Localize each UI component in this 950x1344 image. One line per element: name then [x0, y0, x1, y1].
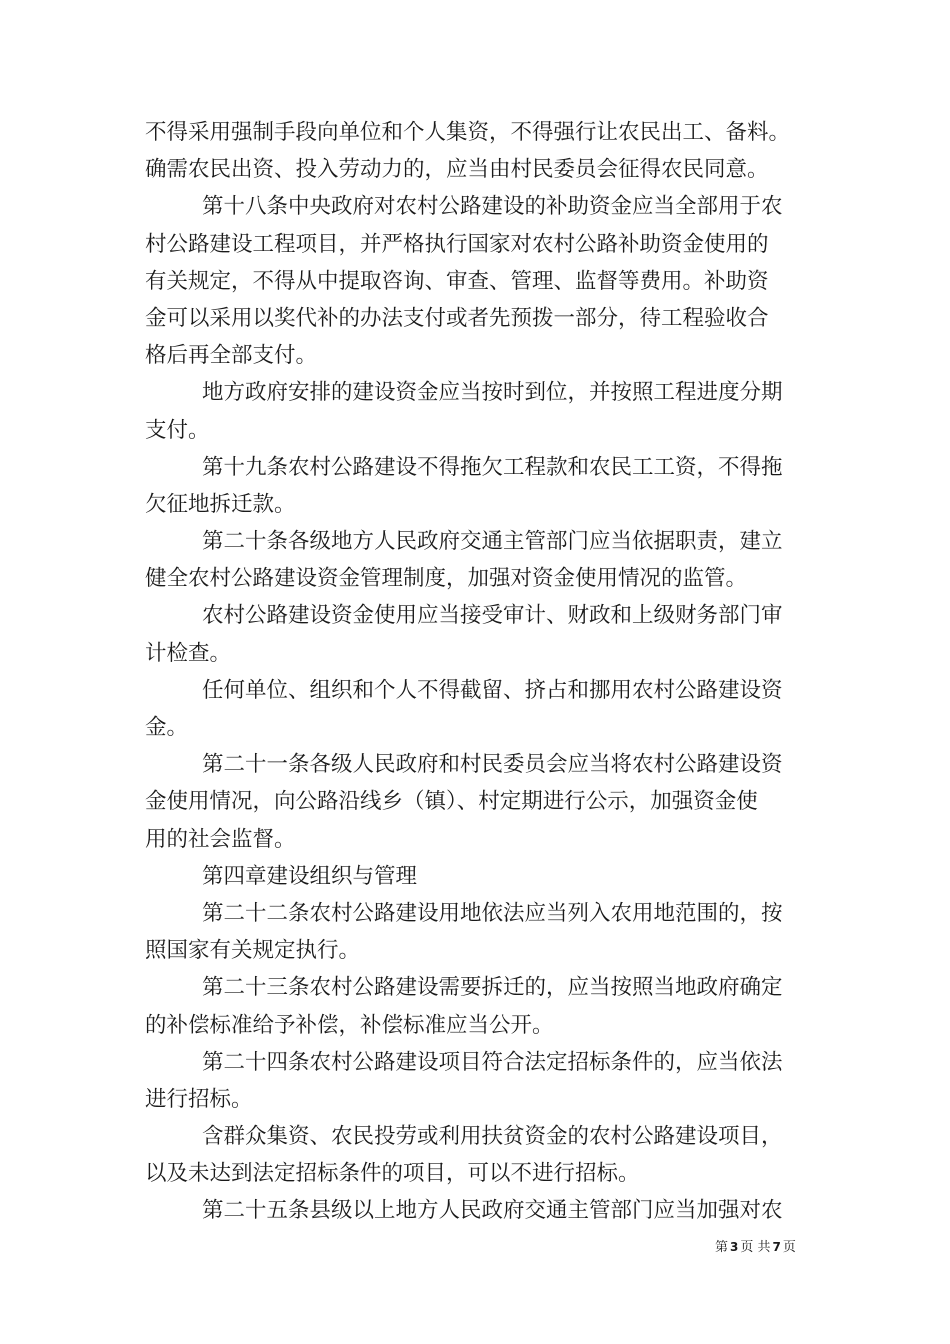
text-line: 农村公路建设资金使用应当接受审计、财政和上级财务部门审: [202, 603, 783, 629]
total-page-count: 7: [772, 1240, 781, 1254]
footer-middle: 页 共: [740, 1240, 771, 1255]
text-line: 格后再全部支付。: [145, 343, 318, 369]
text-line: 第二十一条各级人民政府和村民委员会应当将农村公路建设资: [202, 752, 783, 778]
text-line: 村公路建设工程项目，并严格执行国家对农村公路补助资金使用的: [145, 231, 769, 257]
text-line: 地方政府安排的建设资金应当按时到位，并按照工程进度分期: [202, 380, 783, 406]
text-line: 第十九条农村公路建设不得拖欠工程款和农民工工资，不得拖: [202, 454, 783, 480]
text-line: 照国家有关规定执行。: [145, 938, 361, 964]
text-line: 欠征地拆迁款。: [145, 491, 296, 517]
text-line: 有关规定，不得从中提取咨询、审查、管理、监督等费用。补助资: [145, 268, 769, 294]
text-line: 金可以采用以奖代补的办法支付或者先预拨一部分，待工程验收合: [145, 305, 769, 331]
text-line: 以及未达到法定招标条件的项目，可以不进行招标。: [145, 1161, 640, 1187]
text-line: 任何单位、组织和个人不得截留、挤占和挪用农村公路建设资: [202, 677, 783, 703]
text-line: 金。: [145, 715, 189, 740]
text-line: 确需农民出资、投入劳动力的，应当由村民委员会征得农民同意。: [145, 157, 769, 183]
document-body: [145, 114, 815, 1230]
text-line: 第十八条中央政府对农村公路建设的补助资金应当全部用于农: [202, 194, 783, 220]
footer-prefix: 第: [715, 1240, 729, 1255]
text-line: 支付。: [145, 417, 210, 443]
current-page-number: 3: [730, 1240, 739, 1254]
text-line: 计检查。: [145, 640, 232, 666]
page-footer: [715, 1236, 796, 1255]
text-line: 的补偿标准给予补偿，补偿标准应当公开。: [145, 1012, 554, 1038]
text-line: 用的社会监督。: [145, 826, 296, 852]
text-line: 第二十二条农村公路建设用地依法应当列入农用地范围的，按: [202, 900, 783, 926]
text-line: 第二十条各级地方人民政府交通主管部门应当依据职责，建立: [202, 529, 783, 555]
chapter-heading: 第四章建设组织与管理: [202, 863, 418, 889]
text-line: 含群众集资、农民投劳或利用扶贫资金的农村公路建设项目，: [202, 1124, 783, 1150]
text-line: 第二十三条农村公路建设需要拆迁的，应当按照当地政府确定: [202, 975, 783, 1001]
text-line: 金使用情况，向公路沿线乡（镇）、村定期进行公示，加强资金使: [145, 789, 758, 815]
text-line: 进行招标。: [145, 1086, 253, 1112]
footer-suffix: 页: [782, 1240, 796, 1255]
text-line: 第二十五条县级以上地方人民政府交通主管部门应当加强对农: [202, 1198, 783, 1224]
text-line: 不得采用强制手段向单位和个人集资，不得强行让农民出工、备料。: [145, 120, 791, 145]
text-line: 第二十四条农村公路建设项目符合法定招标条件的，应当依法: [202, 1049, 783, 1075]
text-line: 健全农村公路建设资金管理制度，加强对资金使用情况的监管。: [145, 566, 748, 592]
